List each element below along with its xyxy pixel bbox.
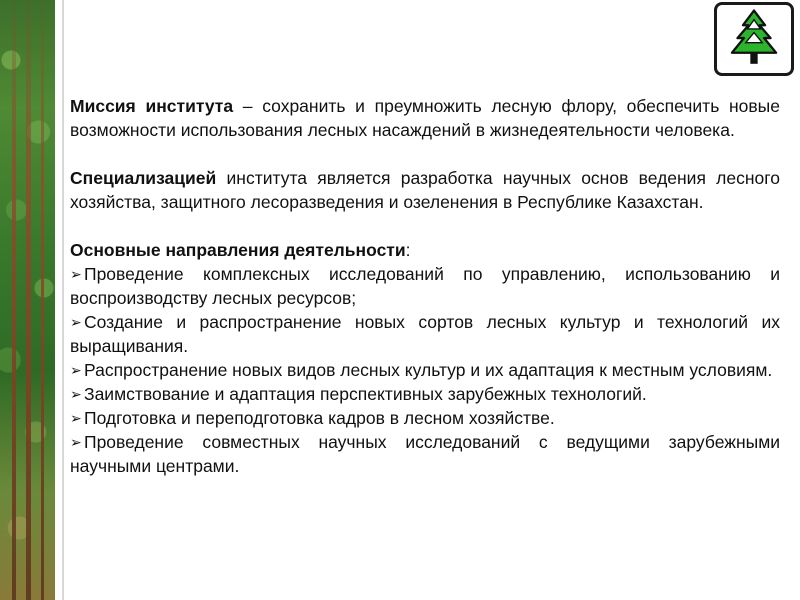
mission-text: – сохранить и преумножить лесную флору, обеспечить новые возможности использования лесных насаждений в жизнедеятельности человека.: [70, 96, 780, 140]
vertical-divider: [62, 0, 64, 600]
mission-paragraph: [70, 94, 780, 142]
specialization-text: института является разработка научных основ ведения лесного хозяйства, защитного лесоразведения и озеленения в Республике Казахстан.: [70, 168, 780, 212]
directions-heading-colon: :: [405, 240, 411, 260]
list-item-text: Заимствование и адаптация перспективных зарубежных технологий.: [84, 384, 647, 404]
list-item-text: Подготовка и переподготовка кадров в лесном хозяйстве.: [84, 408, 555, 428]
list-item: [70, 406, 780, 430]
list-item: [70, 430, 780, 478]
list-item-text: Проведение комплексных исследований по управлению, использованию и воспроизводству лесных ресурсов;: [70, 264, 780, 308]
list-item: [70, 262, 780, 310]
arrow-bullet-icon: ➢: [70, 266, 82, 282]
fir-tree-icon: [717, 5, 791, 73]
specialization-term: Специализацией: [70, 168, 217, 188]
directions-heading-text: Основные направления деятельности: [70, 240, 406, 260]
list-item-text: Распространение новых видов лесных культур и их адаптация к местным условиям.: [84, 360, 773, 380]
list-item: [70, 310, 780, 358]
list-item: [70, 382, 780, 406]
arrow-bullet-icon: ➢: [70, 386, 82, 402]
list-item-text: Создание и распространение новых сортов лесных культур и технологий их выращивания.: [70, 312, 780, 356]
arrow-bullet-icon: ➢: [70, 410, 82, 426]
tree-trunk: [26, 0, 31, 600]
tree-trunk: [41, 0, 44, 600]
arrow-bullet-icon: ➢: [70, 314, 82, 330]
arrow-bullet-icon: ➢: [70, 434, 82, 450]
list-item: [70, 358, 780, 382]
directions-list: [70, 262, 780, 478]
specialization-paragraph: [70, 166, 780, 214]
tree-trunk: [12, 0, 16, 600]
mission-term: Миссия института: [70, 96, 234, 116]
forest-photo-strip: [0, 0, 55, 600]
directions-heading: [70, 238, 780, 262]
slide-content: [70, 94, 780, 478]
arrow-bullet-icon: ➢: [70, 362, 82, 378]
institute-logo: [714, 2, 794, 76]
list-item-text: Проведение совместных научных исследований с ведущими зарубежными научными центрами.: [70, 432, 780, 476]
